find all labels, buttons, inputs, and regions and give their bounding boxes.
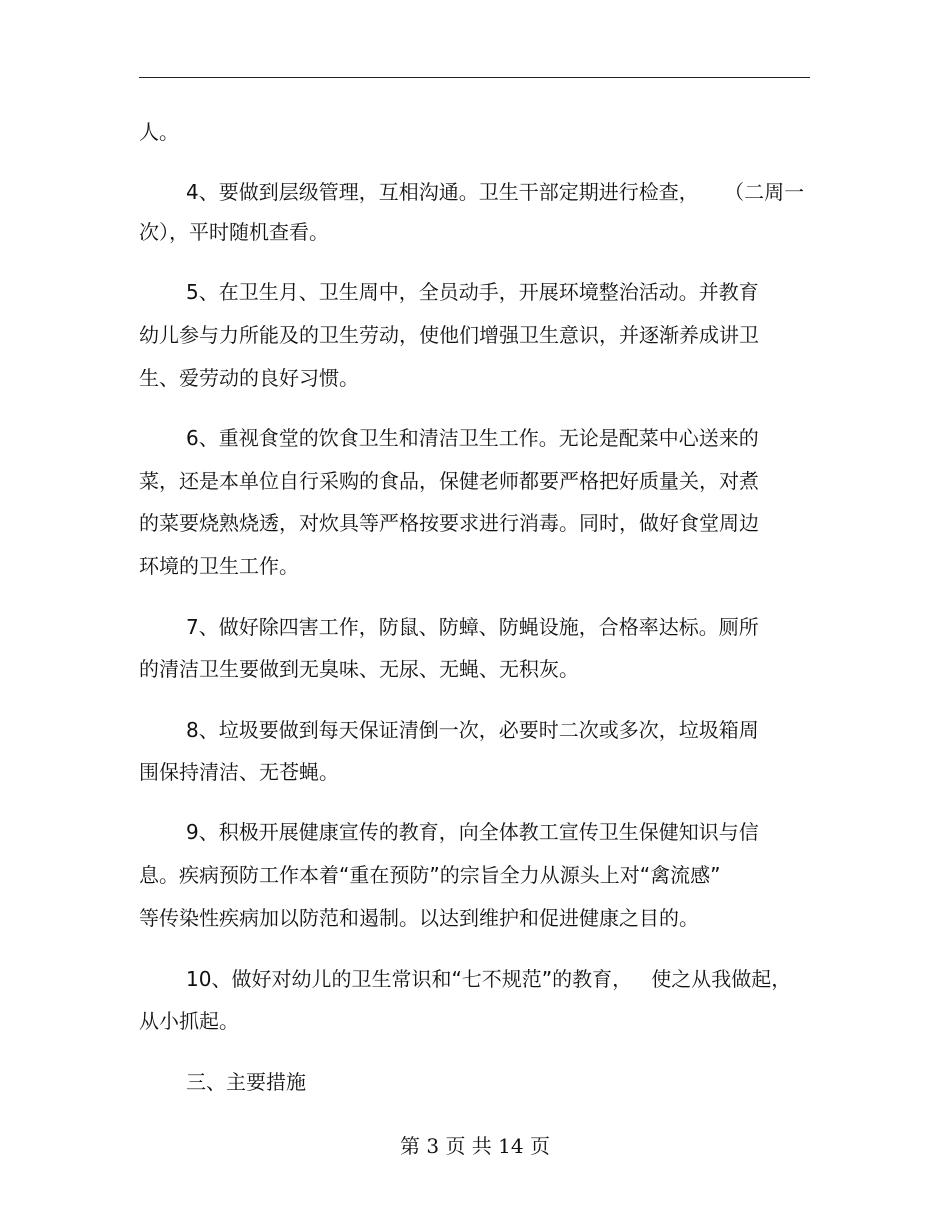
paragraph-line: 的清洁卫生要做到无臭味、无尿、无蝇、无积灰。 — [139, 657, 579, 681]
header-rule — [139, 77, 810, 78]
paragraph-line: 6、重视食堂的饮食卫生和清洁卫生工作。无论是配菜中心送来的 — [186, 426, 759, 450]
paragraph-line: 8、垃圾要做到每天保证清倒一次，必要时二次或多次，垃圾箱周 — [186, 718, 759, 742]
paragraph-line: 从小抓起。 — [139, 1009, 239, 1033]
paragraph-line: 等传染性疾病加以防范和遏制。以达到维护和促进健康之目的。 — [139, 906, 699, 930]
paragraph-line: 环境的卫生工作。 — [139, 554, 299, 578]
paragraph-line: 围保持清洁、无苍蝇。 — [139, 760, 339, 784]
section-heading: 三、主要措施 — [186, 1070, 306, 1094]
page-footer: 第 3 页 共 14 页 — [400, 1134, 550, 1158]
paragraph-line: 7、做好除四害工作，防鼠、防蟑、防蝇设施，合格率达标。厕所 — [186, 615, 759, 639]
paragraph-line: 10、做好对幼儿的卫生常识和“七不规范”的教育， 使之从我做起， — [186, 967, 792, 991]
paragraph-line: 次），平时随机查看。 — [139, 220, 329, 244]
paragraph-line: 幼儿参与力所能及的卫生劳动，使他们增强卫生意识，并逐渐养成讲卫 — [139, 323, 759, 347]
paragraph-line: 5、在卫生月、卫生周中，全员动手，开展环境整治活动。并教育 — [186, 280, 759, 304]
paragraph-line: 9、积极开展健康宣传的教育，向全体教工宣传卫生保健知识与信 — [186, 820, 759, 844]
paragraph-line: 人。 — [139, 120, 179, 144]
paragraph-line: 息。疾病预防工作本着“重在预防”的宗旨全力从源头上对“禽流感” — [139, 863, 721, 887]
paragraph-line: 4、要做到层级管理，互相沟通。卫生干部定期进行检查， （二周一 — [186, 180, 805, 204]
paragraph-line: 的菜要烧熟烧透，对炊具等严格按要求进行消毒。同时，做好食堂周边 — [139, 511, 759, 535]
paragraph-line: 生、爱劳动的良好习惯。 — [139, 366, 359, 390]
paragraph-line: 菜，还是本单位自行采购的食品，保健老师都要严格把好质量关，对煮 — [139, 469, 759, 493]
